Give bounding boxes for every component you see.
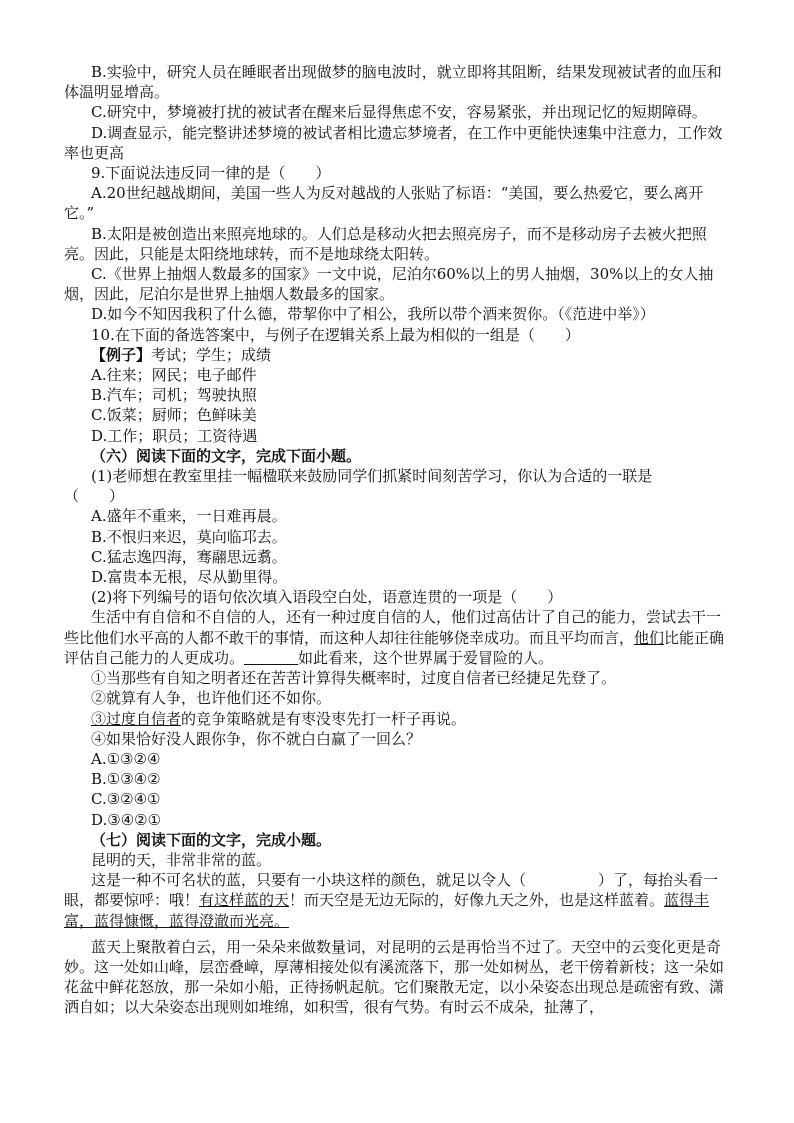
q10-option-b: B.汽车；司机；驾驶执照 [91, 386, 257, 405]
sec6-q2-option-d: D.③④②① [91, 810, 162, 829]
sentence-3: ③过度自信者的竞争策略就是有枣没枣先打一杆子再说。 [91, 709, 467, 728]
sec6-q2-stem: (2)将下列编号的语句依次填入语段空白处，语意连贯的一项是（ ） [91, 588, 563, 607]
sec6-q2-option-a: A.①③②④ [91, 749, 161, 768]
section-6-heading: （六）阅读下面的文字，完成下面小题。 [91, 446, 362, 465]
fill-blank [244, 650, 298, 665]
sec6-q1-option-a: A.盛年不重来，一日难再晨。 [91, 507, 287, 526]
sentence-1: ①当那些有自知之明者还在苦苦计算得失概率时，过度自信者已经捷足先登了。 [91, 669, 617, 688]
section-7-heading: （七）阅读下面的文字，完成小题。 [91, 830, 332, 849]
q8-option-c: C.研究中，梦境被打扰的被试者在醒来后显得焦虑不安，容易紧张，并出现记忆的短期障碍。 [91, 103, 707, 122]
underlined-they: 他们 [634, 628, 665, 647]
q9-option-c: C.《世界上抽烟人数最多的国家》一文中说，尼泊尔60%以上的男人抽烟，30%以上的女人抽烟，因此，尼泊尔是世界上抽烟人数最多的国家。 [64, 265, 714, 304]
sec7-paragraph-1: 昆明的天，非常非常的蓝。 [91, 850, 272, 869]
q10-option-a: A.往来；网民；电子邮件 [91, 366, 257, 385]
sec7-paragraph-3: 蓝天上聚散着白云，用一朵朵来做数量词，对昆明的云是再恰当不过了。天空中的云变化更是奇妙。这一处如山峰，层峦叠嶂，厚薄相接处似有溪流落下，那一处如树丛，老干傍着新枝；这一朵如花盆中鲜花怒放，那一朵如小船，正待扬帆起航。它们聚散无定，以小朵姿态出现总是疏密有致、潇洒自如；以大朵姿态出现则如堆绵，如积雪，很有气势。有时云不成朵，扯薄了， [64, 937, 725, 1017]
sec6-q1-option-b: B.不恨归来迟，莫向临邛去。 [91, 527, 287, 546]
q9-option-d: D.如今不知因我积了什么德，带挈你中了相公，我所以带个酒来贺你。（《范进中举》） [91, 305, 655, 324]
q9-stem: 9.下面说法违反同一律的是（ ） [91, 164, 331, 183]
q10-stem: 10.在下面的备选答案中，与例子在逻辑关系上最为相似的一组是（ ） [91, 325, 580, 344]
q9-option-b: B.太阳是被创造出来照亮地球的。人们总是移动火把去照亮房子，而不是移动房子去被火把照亮。因此，只能是太阳绕地球转，而不是地球绕太阳转。 [64, 224, 707, 263]
document-body [64, 62, 730, 1018]
q10-option-c: C.饭菜；厨师；色鲜味美 [91, 406, 257, 425]
sec6-passage: 生活中有自信和不自信的人，还有一种过度自信的人，他们过高估计了自己的能力，尝试去干一些比他们水平高的人都不敢干的事情，而这种人却往往能够侥幸成功。而且平均而言，他们比能正确评估自己能力的人更成功。 如此看来，这个世界属于爱冒险的人。 [64, 608, 725, 667]
sec6-q1-option-c: C.猛志逸四海，骞翮思远翥。 [91, 547, 287, 566]
sec6-q1-option-d: D.富贵本无根，尽从勤里得。 [91, 568, 288, 587]
sec6-q2-option-c: C.③②④① [91, 790, 161, 809]
sec6-q1-paren: （ ） [64, 487, 125, 506]
q8-option-d: D.调查显示，能完整讲述梦境的被试者相比遗忘梦境者，在工作中更能快速集中注意力，工作效率也更高 [64, 123, 723, 162]
sentence-2: ②就算有人争，也许他们还不如你。 [91, 689, 332, 708]
sec6-q2-option-b: B.①③④② [91, 770, 161, 789]
sec7-paragraph-2: 这是一种不可名状的蓝，只要有一小块这样的颜色，就足以令人（ ）了，每抬头看一眼，都要惊呼：哦！有这样蓝的天！而天空是无边无际的，好像九天之外，也是这样蓝着。蓝得丰富，蓝得慷慨，蓝得澄澈而光亮。 [64, 871, 719, 930]
sec6-q1-stem: (1)老师想在教室里挂一幅楹联来鼓励同学们抓紧时间刻苦学习，你认为合适的一联是 [91, 467, 653, 486]
sentence-4: ④如果恰好没人跟你争，你不就白白赢了一回么？ [91, 729, 422, 748]
q10-example: 【例子】考试；学生；成绩 [91, 345, 272, 364]
q10-option-d: D.工作；职员；工资待遇 [91, 426, 258, 445]
q9-option-a: A.20世纪越战期间，美国一些人为反对越战的人张贴了标语：“美国，要么热爱它，要么离开它。” [64, 184, 704, 223]
q8-option-b: B.实验中，研究人员在睡眠者出现做梦的脑电波时，就立即将其阻断，结果发现被试者的血压和体温明显增高。 [64, 63, 722, 102]
